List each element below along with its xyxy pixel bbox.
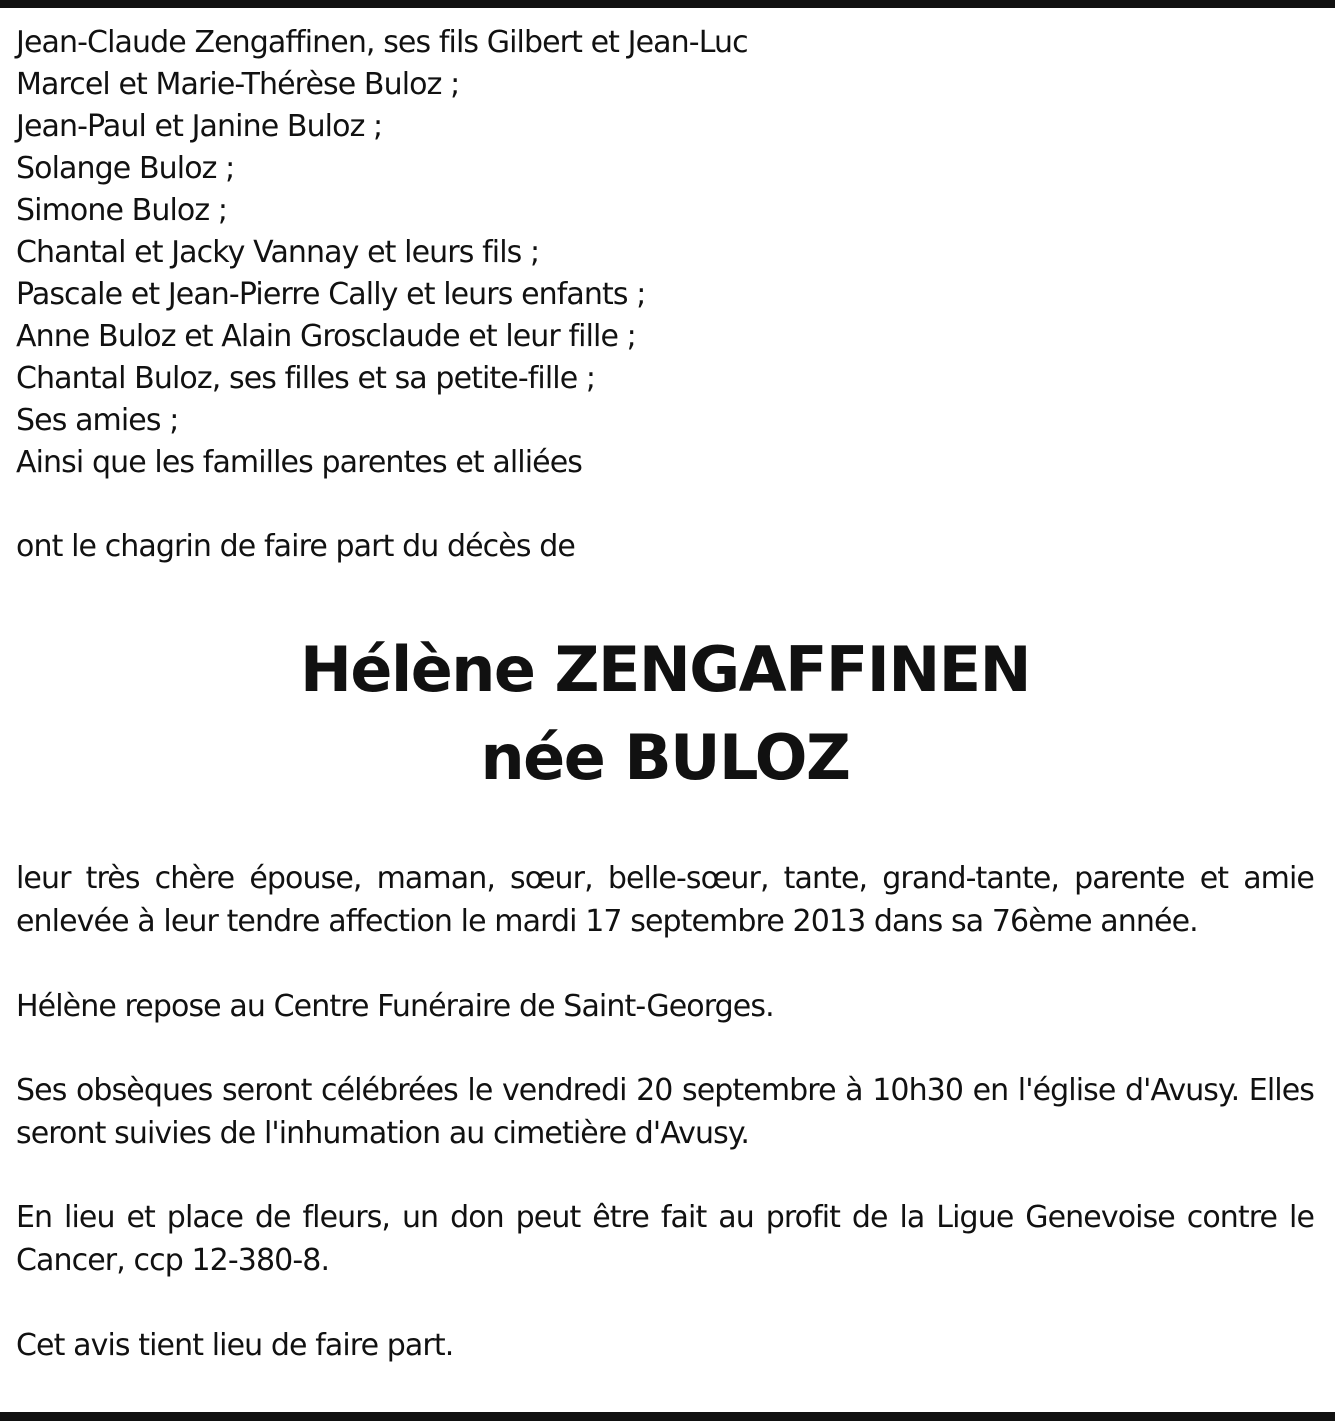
obituary-notice — [16, 22, 1314, 1367]
family-line: Ainsi que les familles parentes et alliées — [16, 445, 583, 480]
resting-place-paragraph: Hélène repose au Centre Funéraire de Saint-Georges. — [16, 989, 774, 1024]
tribute-paragraph: leur très chère épouse, maman, sœur, belle-sœur, tante, grand-tante, parente et amie enlevée à leur tendre affection le mardi 17 septembre 2013 dans sa 76ème année. — [16, 861, 1314, 939]
family-line: Jean-Claude Zengaffinen, ses fils Gilbert et Jean-Luc — [16, 25, 748, 60]
family-line: Solange Buloz ; — [16, 151, 235, 186]
family-line: Anne Buloz et Alain Grosclaude et leur fille ; — [16, 319, 636, 354]
funeral-details-paragraph: Ses obsèques seront célébrées le vendredi 20 septembre à 10h30 en l'église d'Avusy. Elles seront suivies de l'inhumation au cimetière d'Avusy. — [16, 1073, 1314, 1151]
bottom-border-rule — [0, 1412, 1335, 1421]
donation-paragraph: En lieu et place de fleurs, un don peut être fait au profit de la Ligue Genevoise contre le Cancer, ccp 12-380-8. — [16, 1200, 1314, 1278]
family-line: Simone Buloz ; — [16, 193, 228, 228]
maiden-name: née BULOZ — [480, 721, 850, 794]
family-line: Jean-Paul et Janine Buloz ; — [16, 109, 383, 144]
closing-note: Cet avis tient lieu de faire part. — [16, 1328, 454, 1363]
deceased-name-block — [16, 626, 1314, 802]
deceased-name: Hélène ZENGAFFINEN — [300, 633, 1030, 706]
top-border-rule — [0, 0, 1335, 8]
family-line: Ses amies ; — [16, 403, 179, 438]
family-line: Chantal et Jacky Vannay et leurs fils ; — [16, 235, 540, 270]
family-list — [16, 22, 1314, 484]
family-line: Marcel et Marie-Thérèse Buloz ; — [16, 67, 460, 102]
family-line: Chantal Buloz, ses filles et sa petite-fille ; — [16, 361, 596, 396]
family-line: Pascale et Jean-Pierre Cally et leurs enfants ; — [16, 277, 646, 312]
announcement-intro: ont le chagrin de faire part du décès de — [16, 529, 575, 564]
